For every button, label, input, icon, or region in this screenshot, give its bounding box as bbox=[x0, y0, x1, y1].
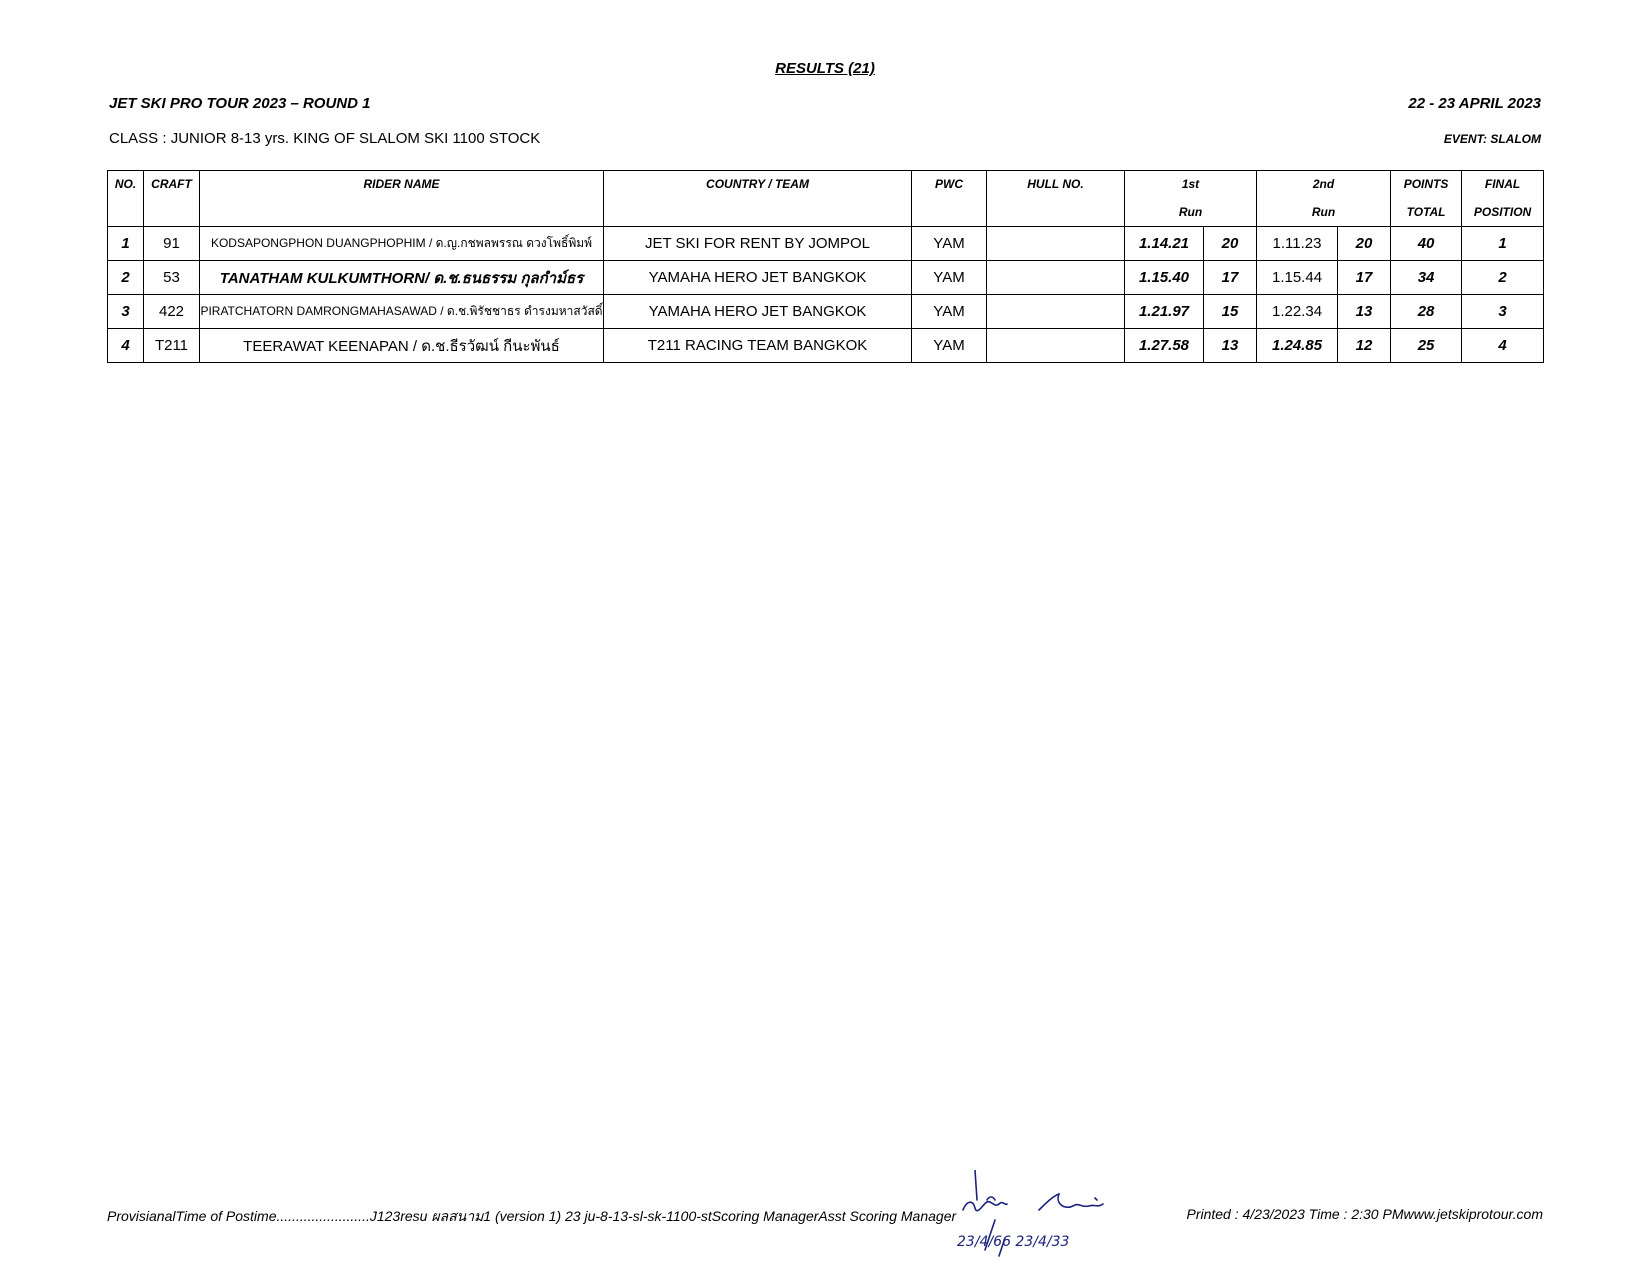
cell-craft: 91 bbox=[144, 227, 200, 261]
cell-run2-time: 1.15.44 bbox=[1257, 261, 1338, 295]
cell-pwc: YAM bbox=[912, 261, 987, 295]
class-line: CLASS : JUNIOR 8-13 yrs. KING OF SLALOM SKI 1100 STOCK bbox=[109, 130, 541, 147]
cell-hull bbox=[987, 329, 1125, 363]
cell-total: 40 bbox=[1391, 227, 1462, 261]
results-table bbox=[107, 170, 1544, 363]
cell-run2-time: 1.11.23 bbox=[1257, 227, 1338, 261]
cell-rider: KODSAPONGPHON DUANGPHOPHIM / ด.ญ.กชพลพรรณ ดวงโพธิ์พิมพ์ bbox=[200, 227, 604, 261]
cell-run1-points: 20 bbox=[1204, 227, 1257, 261]
cell-no: 4 bbox=[108, 329, 144, 363]
event-name: JET SKI PRO TOUR 2023 – ROUND 1 bbox=[109, 95, 371, 112]
table-header-row bbox=[108, 171, 1544, 227]
table-row bbox=[108, 295, 1544, 329]
cell-hull bbox=[987, 295, 1125, 329]
signature-image bbox=[955, 1170, 1135, 1260]
svg-text:23/4/66 23/4/33: 23/4/66 23/4/33 bbox=[957, 1234, 1070, 1250]
cell-position: 2 bbox=[1462, 261, 1544, 295]
cell-craft: 53 bbox=[144, 261, 200, 295]
header-no: NO. bbox=[108, 171, 144, 227]
cell-run1-time: 1.21.97 bbox=[1125, 295, 1204, 329]
footer-left-text: ProvisianalTime of Postime........................J123resu ผลสนาม1 (version 1) 23 ju-8-13-sl-sk-1100-stScoring ManagerAsst Scoring Manager bbox=[107, 1208, 957, 1224]
cell-run2-time: 1.24.85 bbox=[1257, 329, 1338, 363]
cell-run2-points: 20 bbox=[1338, 227, 1391, 261]
cell-pwc: YAM bbox=[912, 295, 987, 329]
cell-hull bbox=[987, 227, 1125, 261]
cell-rider: TEERAWAT KEENAPAN / ด.ช.ธีรวัฒน์ กีนะพันธ์ bbox=[200, 329, 604, 363]
header-final: FINAL POSITION bbox=[1462, 171, 1544, 227]
cell-position: 3 bbox=[1462, 295, 1544, 329]
cell-team: JET SKI FOR RENT BY JOMPOL bbox=[604, 227, 912, 261]
cell-craft: 422 bbox=[144, 295, 200, 329]
cell-run1-time: 1.14.21 bbox=[1125, 227, 1204, 261]
cell-run1-points: 13 bbox=[1204, 329, 1257, 363]
header-team: COUNTRY / TEAM bbox=[604, 171, 912, 227]
cell-pwc: YAM bbox=[912, 227, 987, 261]
cell-position: 4 bbox=[1462, 329, 1544, 363]
results-title: RESULTS (21) bbox=[775, 60, 875, 77]
cell-run1-time: 1.15.40 bbox=[1125, 261, 1204, 295]
header-pwc: PWC bbox=[912, 171, 987, 227]
header-points: POINTS TOTAL bbox=[1391, 171, 1462, 227]
header-run1: 1st Run bbox=[1125, 171, 1257, 227]
header-hull: HULL NO. bbox=[987, 171, 1125, 227]
header-craft: CRAFT bbox=[144, 171, 200, 227]
footer-right-text: Printed : 4/23/2023 Time : 2:30 PMwww.jetskiprotour.com bbox=[1186, 1206, 1543, 1222]
cell-no: 3 bbox=[108, 295, 144, 329]
table-row bbox=[108, 227, 1544, 261]
event-date: 22 - 23 APRIL 2023 bbox=[1408, 95, 1541, 112]
cell-run1-points: 15 bbox=[1204, 295, 1257, 329]
table-row bbox=[108, 329, 1544, 363]
cell-position: 1 bbox=[1462, 227, 1544, 261]
cell-run2-points: 13 bbox=[1338, 295, 1391, 329]
event-type: EVENT: SLALOM bbox=[1443, 132, 1541, 146]
cell-run1-points: 17 bbox=[1204, 261, 1257, 295]
cell-team: YAMAHA HERO JET BANGKOK bbox=[604, 295, 912, 329]
cell-team: T211 RACING TEAM BANGKOK bbox=[604, 329, 912, 363]
cell-team: YAMAHA HERO JET BANGKOK bbox=[604, 261, 912, 295]
header-rider: RIDER NAME bbox=[200, 171, 604, 227]
cell-total: 25 bbox=[1391, 329, 1462, 363]
cell-pwc: YAM bbox=[912, 329, 987, 363]
cell-craft: T211 bbox=[144, 329, 200, 363]
cell-rider: TANATHAM KULKUMTHORN/ ด.ช.ธนธรรม กุลกำม์ธร bbox=[200, 261, 604, 295]
cell-no: 1 bbox=[108, 227, 144, 261]
cell-total: 28 bbox=[1391, 295, 1462, 329]
table-row bbox=[108, 261, 1544, 295]
cell-run1-time: 1.27.58 bbox=[1125, 329, 1204, 363]
cell-no: 2 bbox=[108, 261, 144, 295]
cell-run2-points: 12 bbox=[1338, 329, 1391, 363]
cell-run2-time: 1.22.34 bbox=[1257, 295, 1338, 329]
cell-rider: PIRATCHATORN DAMRONGMAHASAWAD / ด.ช.พิรัชชาธร ดำรงมหาสวัสดิ์ bbox=[200, 295, 604, 329]
cell-run2-points: 17 bbox=[1338, 261, 1391, 295]
header-run2: 2nd Run bbox=[1257, 171, 1391, 227]
cell-hull bbox=[987, 261, 1125, 295]
cell-total: 34 bbox=[1391, 261, 1462, 295]
